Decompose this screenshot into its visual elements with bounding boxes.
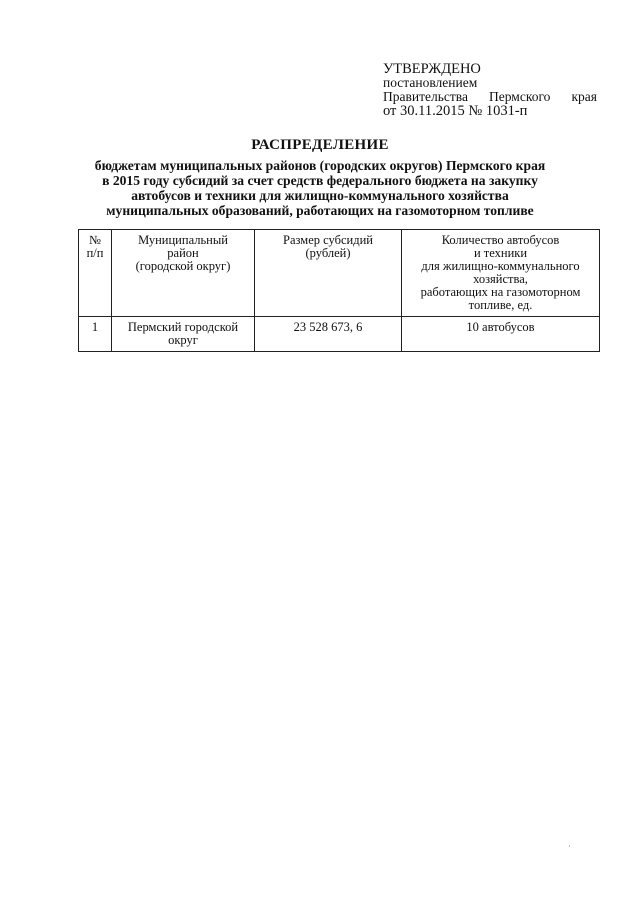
subtitle-line: муниципальных образований, работающих на газомоторном топливе bbox=[106, 203, 534, 218]
header-text: п/п bbox=[86, 246, 104, 260]
header-text: и техники bbox=[473, 246, 528, 260]
scan-dot: · bbox=[568, 842, 571, 851]
approval-stamp bbox=[383, 62, 597, 118]
cell-text: округ bbox=[168, 333, 198, 347]
approval-authority-word: Правительства bbox=[383, 89, 468, 104]
cell-district bbox=[112, 317, 255, 352]
header-text: Муниципальный bbox=[138, 233, 228, 247]
cell-amount: 23 528 673, 6 bbox=[255, 317, 402, 352]
approval-authority bbox=[383, 90, 597, 104]
cell-number: 1 bbox=[79, 317, 112, 352]
document-subtitle bbox=[60, 158, 580, 218]
approval-by: постановлением bbox=[383, 75, 478, 90]
header-text: (городской округ) bbox=[135, 259, 231, 273]
approval-date-number: от 30.11.2015 № 1031-п bbox=[383, 103, 528, 119]
approval-authority-word: края bbox=[571, 89, 597, 104]
document-title: РАСПРЕДЕЛЕНИЕ bbox=[251, 137, 389, 153]
header-text: хозяйства, bbox=[473, 272, 528, 286]
header-text: район bbox=[167, 246, 199, 260]
header-text: (рублей) bbox=[305, 246, 351, 260]
approval-authority-word: Пермского bbox=[489, 89, 551, 104]
header-count bbox=[402, 230, 600, 317]
header-text: работающих на газомоторном bbox=[420, 285, 581, 299]
cell-text: Пермский городской bbox=[127, 320, 239, 334]
table-row bbox=[79, 317, 600, 352]
approval-heading: УТВЕРЖДЕНО bbox=[383, 61, 481, 77]
header-text: топливе, ед. bbox=[468, 298, 533, 312]
header-text: Размер субсидий bbox=[283, 233, 373, 247]
header-text: Количество автобусов bbox=[441, 233, 560, 247]
header-amount bbox=[255, 230, 402, 317]
table-header-row bbox=[79, 230, 600, 317]
header-number bbox=[79, 230, 112, 317]
header-text: для жилищно-коммунального bbox=[421, 259, 580, 273]
subtitle-line: в 2015 году субсидий за счет средств федерального бюджета на закупку bbox=[102, 173, 538, 188]
cell-count: 10 автобусов bbox=[402, 317, 600, 352]
distribution-table bbox=[78, 229, 600, 352]
header-district bbox=[112, 230, 255, 317]
header-text: № bbox=[89, 233, 101, 247]
subtitle-line: автобусов и техники для жилищно-коммунального хозяйства bbox=[131, 188, 509, 203]
subtitle-line: бюджетам муниципальных районов (городских округов) Пермского края bbox=[94, 158, 546, 173]
